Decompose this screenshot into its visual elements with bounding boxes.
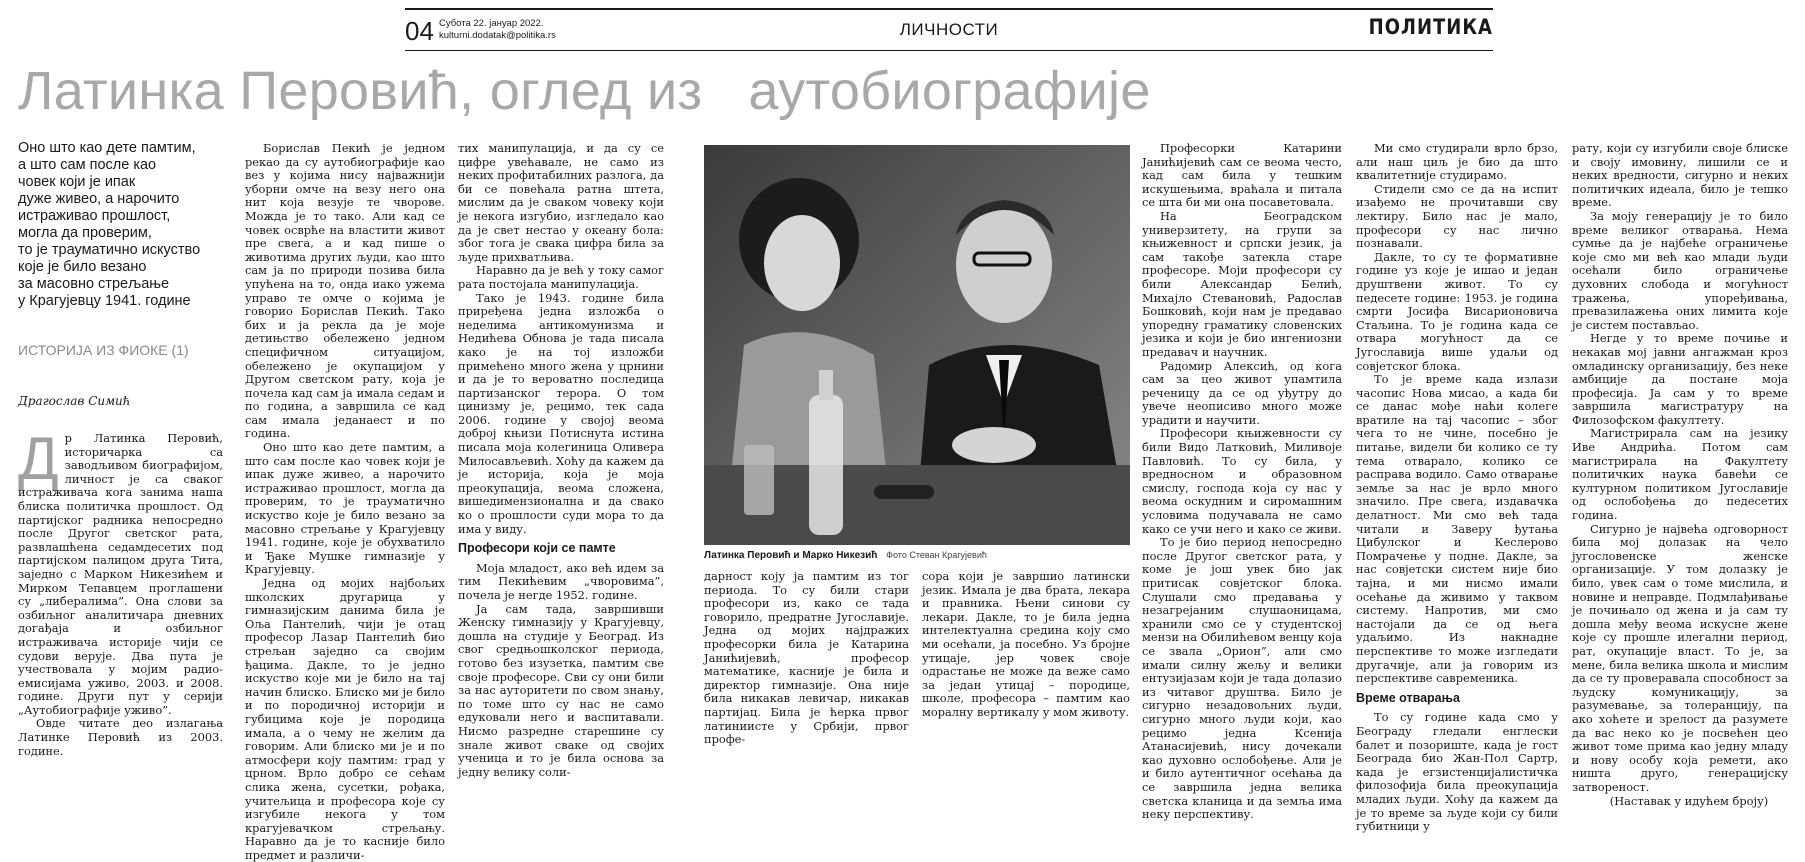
paragraph: р Латинка Перовић, историчарка са заводљивом биографијом, личност је са сваког истраживача кога занима наша блиска политичка прошлост. Од партијског радника непосредно после Другог светског рата, развлашћена седамдесетих под партијском палицом друга Тита, заједно с Марком Никезићем и Мирком Тепавцем проглашени су „либералима”. Она слови за озбиљног аналитичара дневних догађаја и озбиљног истраживача историје чији се судови верује. Два пута је учествовала у мојим радио-емисијама уживо, 2003. и 2008. године. Други пут у серији „Аутобиографије уживо”. bbox=[18, 431, 223, 717]
subheading: Време отварања bbox=[1356, 690, 1460, 705]
paragraph: Негде у то време почиње и некакав мој јавни ангажман кроз омладинску организацију, без неке амбиције да постане моја професија. Ја сам у то време завршила магистратуру на Филозофском факултету. bbox=[1572, 331, 1788, 427]
contact-email[interactable]: kulturni.dodatak@politika.rs bbox=[439, 30, 556, 41]
paragraph: Дакле, то су те формативне године уз које је ишао и један друштвени живот. То су педесете године: 1953. је година смрти Јосифа Висарионовича Стаљина. То је година када се отвара могућност да се Југославија више удаљи од совјетског блока. bbox=[1356, 249, 1558, 373]
column-6 bbox=[1142, 141, 1342, 822]
paragraph: Ми смо студирали врло брзо, али наш циљ је био да што квалитетније студирамо. bbox=[1356, 141, 1558, 183]
section-title: ЛИЧНОСТИ bbox=[899, 20, 999, 39]
paragraph: Оно што као дете памтим, а што сам после као човек који је ипак дуже живео, а нарочито истраживао прошлост, могла да проверим, то је трауматично искуство које је било везано за масовно стрељање у Крагујевцу 1941. године, које је обухватило и Ђаке Мушке гимназије у Крагујевцу. bbox=[245, 440, 445, 577]
column-7 bbox=[1356, 141, 1558, 834]
newspaper-logo: ПОЛИТИКА bbox=[1368, 14, 1493, 41]
photo-credit: Фото Стеван Крагујевић bbox=[886, 550, 987, 560]
paragraph: Тако је 1943. године била приређена једна изложба о неделима антикомунизма и Недићева Обнова је тада писала како је на тој изложби примећено много жена у црнини и да је то вероватно последица партизанског терора. О том цинизму је, рецимо, тек сада 2006. године у својој веома доброј књизи Потиснута истина писала моја колегиница Оливера Милосављевић. Хоћу да кажем да је историја, која је моја преокупација, веома сложена, вишедимензионална и да свако ко о прошлости суди мора то да има у виду. bbox=[458, 290, 664, 536]
paragraph: Ја сам тада, завршивши Женску гимназију у Крагујевцу, дошла на студије у Београд. Из свог средњошколског периода, готово без изузетка, памтим све своје професоре. Сви су они били за нас ауторитети по свом знању, по томе што су нас не само едуковали него и васпитавали. Нисмо разредне старешине су знале живот сваке од својих ученица и то је била основа за једну велику соли- bbox=[458, 601, 664, 779]
column-5 bbox=[922, 570, 1130, 740]
drop-cap: Д bbox=[18, 425, 59, 492]
article-photo bbox=[704, 145, 1130, 545]
paragraph: Овде читате део излагања Латинке Перовић из 2003. године. bbox=[18, 716, 223, 758]
paragraph: тих манипулација, и да су се цифре увећавале, не само из неких профитабилних разлога, да би се повећала ратна штета, мислим да је сваком човеку који је некога изгубио, изгледало као да је свет нестао у океану бола: због тога је свака цифра била за људе прихватљива. bbox=[458, 141, 664, 264]
paragraph: На Београдском универзитету, на групи за књижевност и српски језик, ја сам такође затекла старе професоре. Моји професори су били Александар Белић, Михајло Стевановић, Радослав Бошковић, који нам је предавао упоредну граматику словенских језика и који је био ингениозни предавач и научник. bbox=[1142, 208, 1342, 359]
page-number: 04 bbox=[405, 16, 434, 46]
article-lede: Оно што као дете памтим, а што сам после као човек који је ипак дуже живео, а нарочито истраживао прошлост, могла да проверим, то је трауматично искуство које је било везано за масовно стрељање у Крагујевцу 1941. године bbox=[18, 140, 201, 309]
column-4 bbox=[704, 569, 909, 747]
photo-illustration bbox=[704, 145, 1130, 545]
paragraph: То су године када смо у Београду гледали енглески балет и позориште, када је гост Београда био Жан-Пол Сартр, када је егзистенцијалистичка филозофија била преокупација младих људи. Хоћу да кажем да је то време за људе који су били губитници у bbox=[1356, 710, 1558, 834]
continuation-note: (Наставак у идућем броју) bbox=[1609, 793, 1769, 808]
paragraph: сора који је завршио латински језик. Имала је два брата, лекара и правника. Њени синови су лекари. Дакле, то је била једна интелектуална средина коју смо ми осећали, ја посебно. Уз бројне утицаје, јер човек своје одрастање не може да веже само за један утицај – породице, школе, професора – памтим као моралну вертикалу у мом животу. bbox=[922, 569, 1130, 719]
paragraph: рату, који су изгубили своје блиске и своју имовину, лишили се и неких вредности, сигурно и неких политичких идеала, било је тешко време. bbox=[1572, 141, 1788, 210]
column-8 bbox=[1572, 141, 1788, 808]
column-2 bbox=[245, 141, 445, 862]
issue-date: Субота 22. јануар 2022. bbox=[439, 18, 544, 29]
page-header bbox=[405, 8, 1493, 51]
paragraph: Борислав Пекић је једном рекао да су аутобиографије као вез у којима нису најважнији уборни омче на везу него она нит која везује те чворове. Можда је то тако. Али кад се човек осврће на властити живот пре свега, а и кад пише о животима других људи, као што сам ја по природи позива била упућена на то, онда иако ужема управо те омче о којима је говорио Борислав Пекић. Тако бих и ја рекла да је моје детињство обележено једном специфичном ситуацијом, обележено је окупацијом у Другом светском рату, која је почела кад сам ја имала седам и по година, а завршила се кад сам имала једанаест и по година. bbox=[245, 141, 445, 441]
paragraph: Професори књижевности су били Видо Латковић, Миливоје Павловић. То су била, у вредносном и образовном смислу, господа која су нас у веома оскудним и сиромашним условима подучавала не само како се учи него и како се живи. bbox=[1142, 426, 1342, 536]
paragraph: Радомир Алексић, од кога сам за цео живот упамтила реченицу да се од уђутру до увече неописиво много може урадити и научити. bbox=[1142, 358, 1342, 427]
paragraph: дарност коју ја памтим из тог периода. То су били стари професори из, како се тада говорило, предратне Југославије. Једна од мојих најдражих професорки била је Катарина Јанићијевић, професор математике, касније је била и директор гимназије. Она није била никакав левичар, никакав партијац. Била је ћерка првог латиниисте у Србији, првог профе- bbox=[704, 569, 909, 747]
paragraph: Стидели смо се да на испит изађемо не прочитавши сву лектиру. Било нас је мало, професори су нас лично познавали. bbox=[1356, 181, 1558, 251]
paragraph: То је време када излази часопис Нова мисао, а када би се данас мође наћи колеге вратиле на тај часопис – због чега то не чине, посебно је питање, видели би колико се ту тема отварало, колико се расправа водило. Само отварање земље за нас је врло много значило. Пре свега, издавачка делатност. Ми смо већ тада читали и Заверу ђутања Цибулског и Кеслерово Помрачење у подне. Дакле, за нас совјетски систем није био тајна, и ми нисмо имали осећање да живимо у таквом систему. Напротив, ми смо настојали да се од њега удаљимо. Из накнадне перспективе то може изгледати другачије, али ја говорим из перспективе савременика. bbox=[1356, 372, 1558, 686]
paragraph: Магистрирала сам на језику Иве Андрића. Потом сам магистрирала на Факултету политичких наука бавећи се културном политиком Југославије од ослобођења до педесетих година. bbox=[1572, 426, 1788, 523]
author-byline: Драгослав Симић bbox=[18, 394, 131, 408]
paragraph: Моја младост, ако већ идем за тим Пекићевим „чворовима”, почела је негде 1952. године. bbox=[458, 560, 664, 602]
caption-names: Латинка Перовић и Марко Никезић bbox=[704, 550, 878, 561]
paragraph: То је био период непосредно после Другог светског рата, у коме је још увек био јак притисак совјетског блока. Слушали смо предавања у незагрејаним слушаоницама, хранили смо се у студентској мензи на Обилићевом венцу која се звала „Орион”, али смо имали силну жељу и велики ентузијазам који је тада долазио из читавог друштва. Било је сигурно незадовољних људи, сигурно много људи који, као рецимо једна Ксенија Атанасијевић, нису дочекали као духовно ослобођење. Али је и било аутентичног осећања да се завршила једна велика светска кланица и да земља има неку перспективу. bbox=[1142, 535, 1342, 822]
paragraph: Сигурно је највећа одговорност била мој долазак на чело југословенске женске организације. У том долазку је било, увек сам о томе мислила, и новине и неправде. Подмлађивање је почињало од жена и ја сам ту дошла међу веома искусне жене које су прошле илегални период, рат, окупације власт. То је, за мене, била велика школа и мислим да се ту проверавала способност за људску комуникацију, за разумевање, за толеранцију, па ако хоћете и зрелост да разумете да вас неко ко је посвећен цео живот томе прима као једну младу и нову особу која ремети, ако ништа друго, генерацијску затвореност. bbox=[1572, 521, 1788, 794]
column-3 bbox=[458, 141, 664, 779]
photo-caption bbox=[704, 550, 987, 561]
series-label: ИСТОРИЈА ИЗ ФИОКЕ (1) bbox=[18, 342, 189, 358]
paragraph: Професорки Катарини Јанићијевић сам се веома често, кад сам била у тешким искушењима, враћала и питала се шта би ми она посаветовала. bbox=[1142, 141, 1342, 210]
article-headline: Латинка Перовић, оглед из аутобиографије bbox=[18, 61, 1151, 121]
paragraph: Једна од мојих најбољих школских другарица у гимназијским данима била је Оља Пантелић, чији је отац професор Лазар Пантелић био стрељан заједно са својим ђацима. Дакле, то је једно искуство које ми је било на тај начин блиско. Блиско ми је било и по породичној историји и губицима које је породица имала, а о чему не желим да говорим. Али блиско ми је и по атмосфери коју памтим: град у црном. Врло добро се сећам слика жена, сусетки, рођака, учитељица и професора које су изгубиле некога у том крагујевачком стрељању. Наравно да је то касније било предмет и различи- bbox=[245, 576, 445, 862]
column-1 bbox=[18, 425, 223, 758]
subheading: Професори који се памте bbox=[458, 541, 616, 556]
paragraph: Наравно да је већ у току самог рата постојала манипулација. bbox=[458, 263, 664, 291]
paragraph: За моју генерацију је то било време великог отварања. Нема сумње да је најбеће ограничење које смо ми већ као млади људи осећали било ограничење духовних слобода и могућност тражења, упоређивања, превазилажења оних лимита које је систем постављао. bbox=[1572, 208, 1788, 332]
